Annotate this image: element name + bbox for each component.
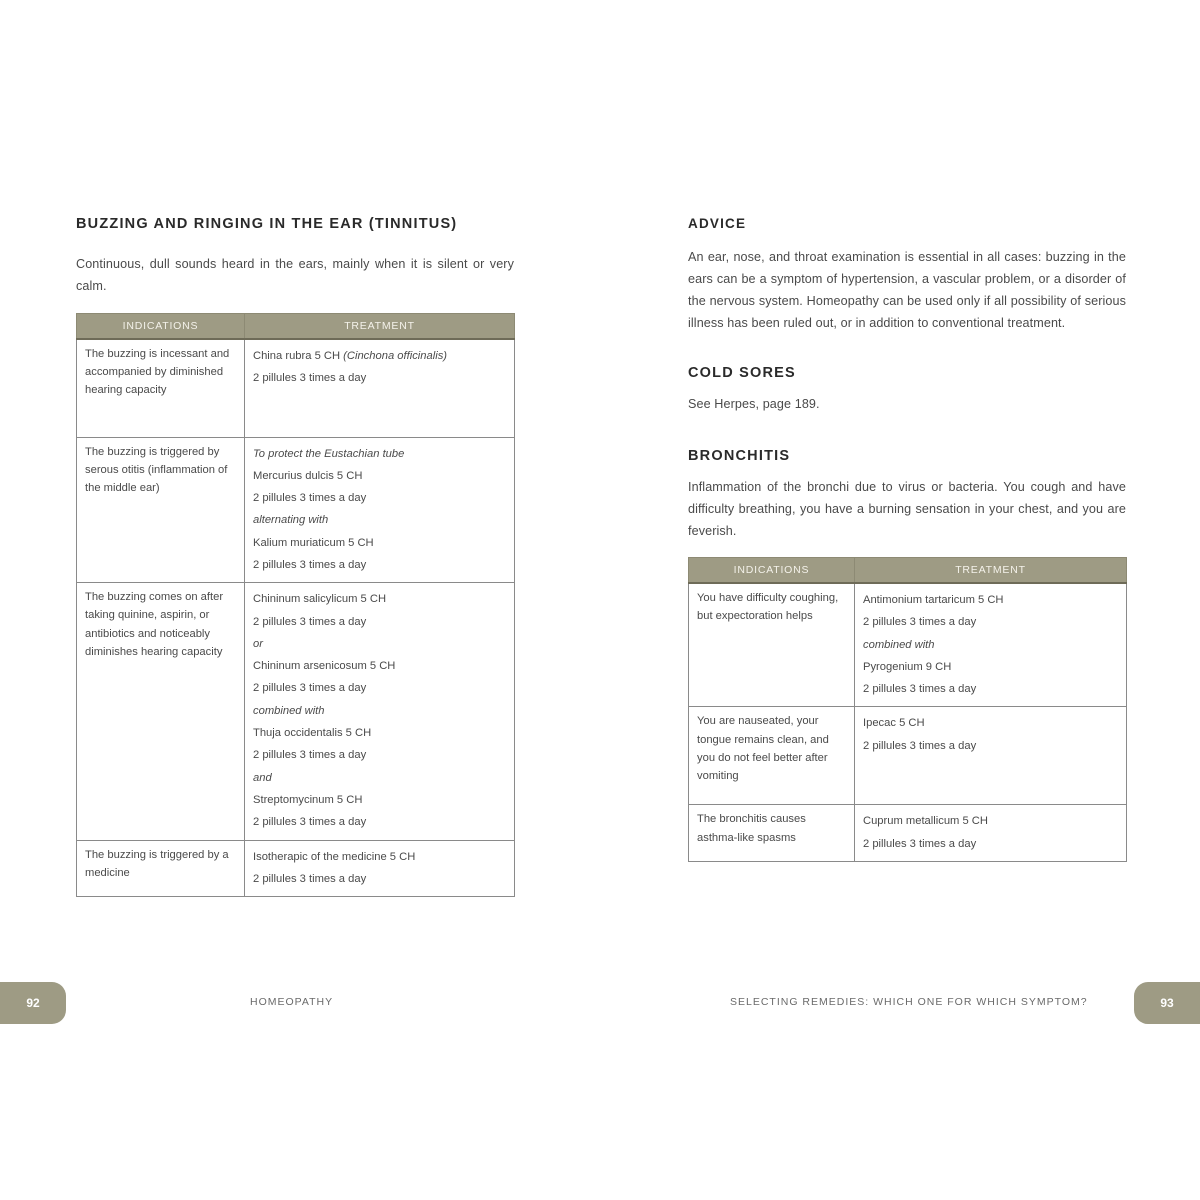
treatment-line: [253, 789, 506, 811]
treatment-cell: [855, 707, 1127, 805]
treatment-line: [863, 656, 1118, 678]
treatment-text: To protect the Eustachian tube: [253, 447, 405, 460]
treatment-latin-name: (Cinchona officinalis): [343, 350, 448, 362]
treatment-cell: [855, 583, 1127, 707]
right-running-head: SELECTING REMEDIES: WHICH ONE FOR WHICH SYMPTOM?: [730, 996, 1088, 1008]
indications-header: INDICATIONS: [689, 558, 855, 584]
treatment-text: China rubra 5 CH: [253, 350, 344, 362]
treatment-cell: [855, 805, 1127, 862]
treatment-cell: [245, 339, 515, 437]
indication-cell: You have difficulty coughing, but expectoration helps: [689, 583, 855, 707]
advice-text: An ear, nose, and throat examination is essential in all cases: buzzing in the ears can be a symptom of hypertension, a vascular problem, or a disorder of the nervous system. Homeopathy can be used only if all possibility of serious illness has been ruled out, or in addition to conventional treatment.: [688, 250, 1126, 330]
treatment-text: 2 pillules 3 times a day: [253, 872, 367, 885]
treatment-text: Thuja occidentalis 5 CH: [253, 727, 372, 740]
right-page: [688, 216, 1126, 862]
cold-sores-text: See Herpes, page 189.: [688, 397, 820, 411]
treatment-line: [863, 678, 1118, 700]
treatment-line: [863, 833, 1118, 855]
treatment-line: [253, 509, 506, 531]
treatment-text: combined with: [253, 704, 325, 717]
section-title-bronchitis: BRONCHITIS: [688, 448, 791, 464]
treatment-text: 2 pillules 3 times a day: [253, 615, 367, 628]
treatment-line: [253, 633, 506, 655]
treatment-line: [253, 744, 506, 766]
table-row: [77, 840, 515, 897]
treatment-line: [253, 677, 506, 699]
treatment-cell: [245, 840, 515, 897]
bronchitis-text: Inflammation of the bronchi due to virus or bacteria. You cough and have difficulty breathing, you have a burning sensation in your chest, and you are feverish.: [688, 480, 1126, 538]
treatment-text: 2 pillules 3 times a day: [253, 372, 367, 385]
section-title-cold-sores: COLD SORES: [688, 365, 796, 381]
indication-cell: The buzzing is triggered by serous otitis (inflammation of the middle ear): [77, 437, 245, 583]
indication-cell: The bronchitis causes asthma-like spasms: [689, 805, 855, 862]
treatment-text: Pyrogenium 9 CH: [863, 660, 952, 673]
treatment-line: [253, 846, 506, 868]
treatment-text: or: [253, 637, 263, 650]
treatment-line: [253, 588, 506, 610]
treatment-text: Cuprum metallicum 5 CH: [863, 815, 988, 828]
treatment-line: [863, 810, 1118, 832]
section-title-tinnitus: BUZZING AND RINGING IN THE EAR (TINNITUS): [76, 216, 458, 232]
table-row: [689, 583, 1127, 707]
treatment-cell: [245, 437, 515, 583]
treatment-line: [253, 532, 506, 554]
treatment-line: [863, 712, 1118, 734]
treatment-text: combined with: [863, 638, 935, 651]
treatment-text: Ipecac 5 CH: [863, 717, 925, 730]
table-row: [689, 707, 1127, 805]
treatment-text: Mercurius dulcis 5 CH: [253, 469, 363, 482]
treatment-text: 2 pillules 3 times a day: [253, 816, 367, 829]
treatment-line: [253, 443, 506, 465]
treatment-line: [253, 611, 506, 633]
treatment-line: [253, 868, 506, 890]
treatment-line: [253, 767, 506, 789]
treatment-line: [253, 554, 506, 576]
treatment-text: Streptomycinum 5 CH: [253, 793, 363, 806]
treatment-line: [863, 589, 1118, 611]
bronchitis-table: [688, 557, 1127, 862]
treatment-line: [253, 722, 506, 744]
treatment-line: [863, 611, 1118, 633]
table-row: [689, 805, 1127, 862]
treatment-line: [253, 367, 506, 389]
indication-cell: The buzzing comes on after taking quinine, aspirin, or antibiotics and noticeably diminishes hearing capacity: [77, 583, 245, 840]
treatment-line: [253, 700, 506, 722]
treatment-line: [863, 634, 1118, 656]
treatment-text: Chininum arsenicosum 5 CH: [253, 660, 396, 673]
tinnitus-intro: Continuous, dull sounds heard in the ears, mainly when it is silent or very calm.: [76, 257, 514, 293]
indication-cell: The buzzing is incessant and accompanied by diminished hearing capacity: [77, 339, 245, 437]
treatment-line: [863, 735, 1118, 757]
treatment-text: alternating with: [253, 514, 329, 527]
treatment-header: TREATMENT: [245, 314, 515, 340]
left-page-number: 92: [0, 982, 66, 1024]
treatment-line: [253, 655, 506, 677]
treatment-text: 2 pillules 3 times a day: [253, 492, 367, 505]
treatment-line: [253, 345, 506, 367]
treatment-line: [253, 811, 506, 833]
indication-cell: The buzzing is triggered by a medicine: [77, 840, 245, 897]
section-title-advice: ADVICE: [688, 216, 747, 231]
right-page-number: 93: [1134, 982, 1200, 1024]
treatment-line: [253, 487, 506, 509]
treatment-text: Isotherapic of the medicine 5 CH: [253, 850, 416, 863]
treatment-header: TREATMENT: [855, 558, 1127, 584]
treatment-text: Kalium muriaticum 5 CH: [253, 536, 374, 549]
treatment-text: 2 pillules 3 times a day: [863, 616, 977, 629]
treatment-text: 2 pillules 3 times a day: [863, 837, 977, 850]
treatment-cell: [245, 583, 515, 840]
treatment-text: and: [253, 771, 272, 784]
treatment-text: 2 pillules 3 times a day: [863, 739, 977, 752]
indication-cell: You are nauseated, your tongue remains clean, and you do not feel better after vomiting: [689, 707, 855, 805]
treatment-text: 2 pillules 3 times a day: [253, 682, 367, 695]
treatment-text: 2 pillules 3 times a day: [253, 749, 367, 762]
table-row: [77, 583, 515, 840]
treatment-line: [253, 465, 506, 487]
table-row: [77, 437, 515, 583]
treatment-text: 2 pillules 3 times a day: [253, 558, 367, 571]
left-page: [76, 216, 514, 897]
left-running-head: HOMEOPATHY: [250, 996, 334, 1008]
treatment-text: Chininum salicylicum 5 CH: [253, 593, 387, 606]
table-row: [77, 339, 515, 437]
treatment-text: 2 pillules 3 times a day: [863, 683, 977, 696]
tinnitus-table: [76, 313, 515, 897]
treatment-text: Antimonium tartaricum 5 CH: [863, 594, 1004, 606]
indications-header: INDICATIONS: [77, 314, 245, 340]
